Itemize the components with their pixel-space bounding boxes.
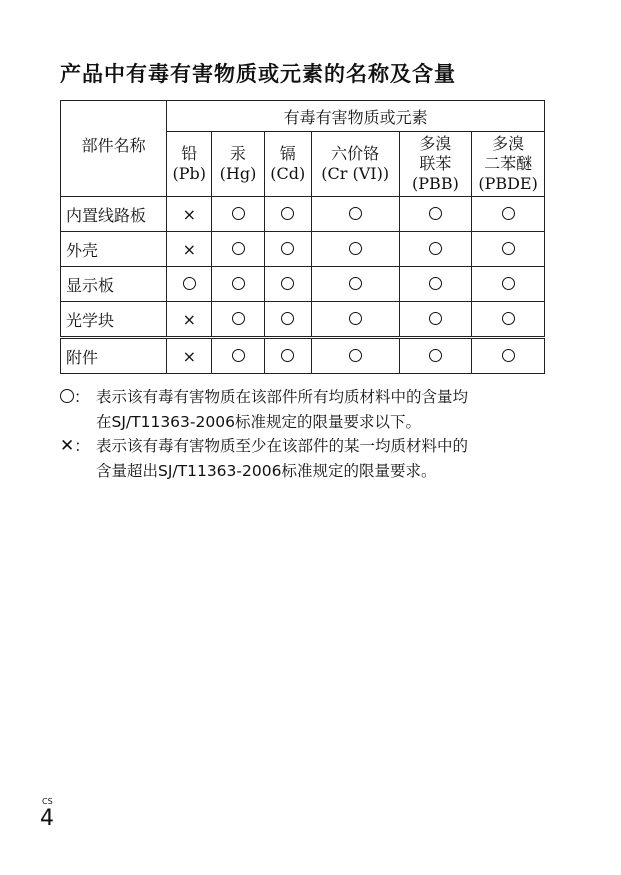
part-name-cell: 光学块 [61,302,167,338]
substance-name: 多溴 联苯 [419,134,452,173]
substance-header [399,132,472,197]
circle-icon [502,242,515,255]
compliance-cell [399,197,472,232]
hazardous-substances-table [60,100,545,374]
compliance-cell [472,267,545,302]
part-name-cell: 外壳 [61,232,167,267]
circle-icon [429,277,442,290]
part-name-cell: 显示板 [61,267,167,302]
compliance-cell [399,232,472,267]
substance-header [264,132,311,197]
compliance-cell [399,267,472,302]
substance-symbol: (Hg) [219,164,257,183]
compliance-cell [311,338,399,374]
substance-symbol: (Cd) [270,164,306,183]
part-name-header: 部件名称 [61,101,167,197]
compliance-cell [212,338,265,374]
compliance-cell [167,338,212,374]
substance-header [311,132,399,197]
compliance-cell [167,267,212,302]
circle-icon [349,312,362,325]
substance-symbol: (Pb) [172,164,207,183]
compliance-cell [311,267,399,302]
circle-icon [60,389,74,403]
cross-icon: × [182,204,196,224]
circle-icon [281,312,294,325]
compliance-cell [167,197,212,232]
compliance-cell [212,232,265,267]
circle-icon [429,207,442,220]
language-code: CS [42,797,53,806]
compliance-cell [167,232,212,267]
circle-icon [349,349,362,362]
part-name-cell: 内置线路板 [61,197,167,232]
compliance-cell [311,302,399,338]
substance-symbol: (Cr (VI)) [321,164,390,183]
circle-icon [232,277,245,290]
circle-icon [502,312,515,325]
circle-icon [502,207,515,220]
circle-icon [232,242,245,255]
table-row [61,267,545,302]
note-line: 表示该有毒有害物质在该部件所有均质材料中的含量均 [96,388,469,406]
compliance-cell [264,232,311,267]
compliance-cell [264,267,311,302]
circle-icon [429,312,442,325]
circle-icon [232,349,245,362]
note-line: 含量超出SJ/T11363-2006标准规定的限量要求。 [96,462,437,480]
note-circle [60,385,548,435]
substance-name: 铅 [181,144,198,163]
note-mark: ✕： [60,436,90,456]
compliance-cell [399,338,472,374]
circle-icon [281,207,294,220]
compliance-cell [212,267,265,302]
substance-header [167,132,212,197]
note-cross [60,434,548,484]
compliance-cell [399,302,472,338]
table-row [61,302,545,338]
table-row [61,232,545,267]
circle-icon [281,277,294,290]
circle-icon [349,277,362,290]
substance-header [212,132,265,197]
circle-icon [232,207,245,220]
substance-name: 多溴 二苯醚 [484,134,533,173]
table-row [61,338,545,374]
compliance-cell [311,197,399,232]
circle-icon [183,277,196,290]
circle-icon [429,349,442,362]
substance-name: 六价铬 [331,144,380,163]
substance-symbol: (PBB) [412,174,459,193]
circle-icon [281,349,294,362]
note-mark: ： [60,385,94,410]
substance-name: 汞 [230,144,247,163]
note-line: 表示该有毒有害物质至少在该部件的某一均质材料中的 [96,437,469,455]
cross-icon: × [182,239,196,259]
cross-icon: ✕ [60,436,75,456]
substance-header [472,132,545,197]
part-name-cell: 附件 [61,338,167,374]
compliance-cell [167,302,212,338]
compliance-cell [311,232,399,267]
circle-icon [232,312,245,325]
circle-icon [502,349,515,362]
compliance-cell [264,302,311,338]
cross-icon: × [182,309,196,329]
page-title: 产品中有毒有害物质或元素的名称及含量 [60,62,456,86]
circle-icon [502,277,515,290]
compliance-cell [212,197,265,232]
compliance-cell [264,338,311,374]
note-line: 在SJ/T11363-2006标准规定的限量要求以下。 [96,413,421,431]
compliance-cell [264,197,311,232]
compliance-cell [472,338,545,374]
compliance-cell [212,302,265,338]
table-row [61,197,545,232]
substance-group-header: 有毒有害物质或元素 [167,101,545,132]
cross-icon: × [182,346,196,366]
substance-name: 镉 [279,144,296,163]
circle-icon [281,242,294,255]
circle-icon [349,242,362,255]
compliance-cell [472,232,545,267]
compliance-cell [472,302,545,338]
circle-icon [349,207,362,220]
page-number: 4 [40,806,54,831]
compliance-cell [472,197,545,232]
circle-icon [429,242,442,255]
substance-symbol: (PBDE) [478,174,538,193]
